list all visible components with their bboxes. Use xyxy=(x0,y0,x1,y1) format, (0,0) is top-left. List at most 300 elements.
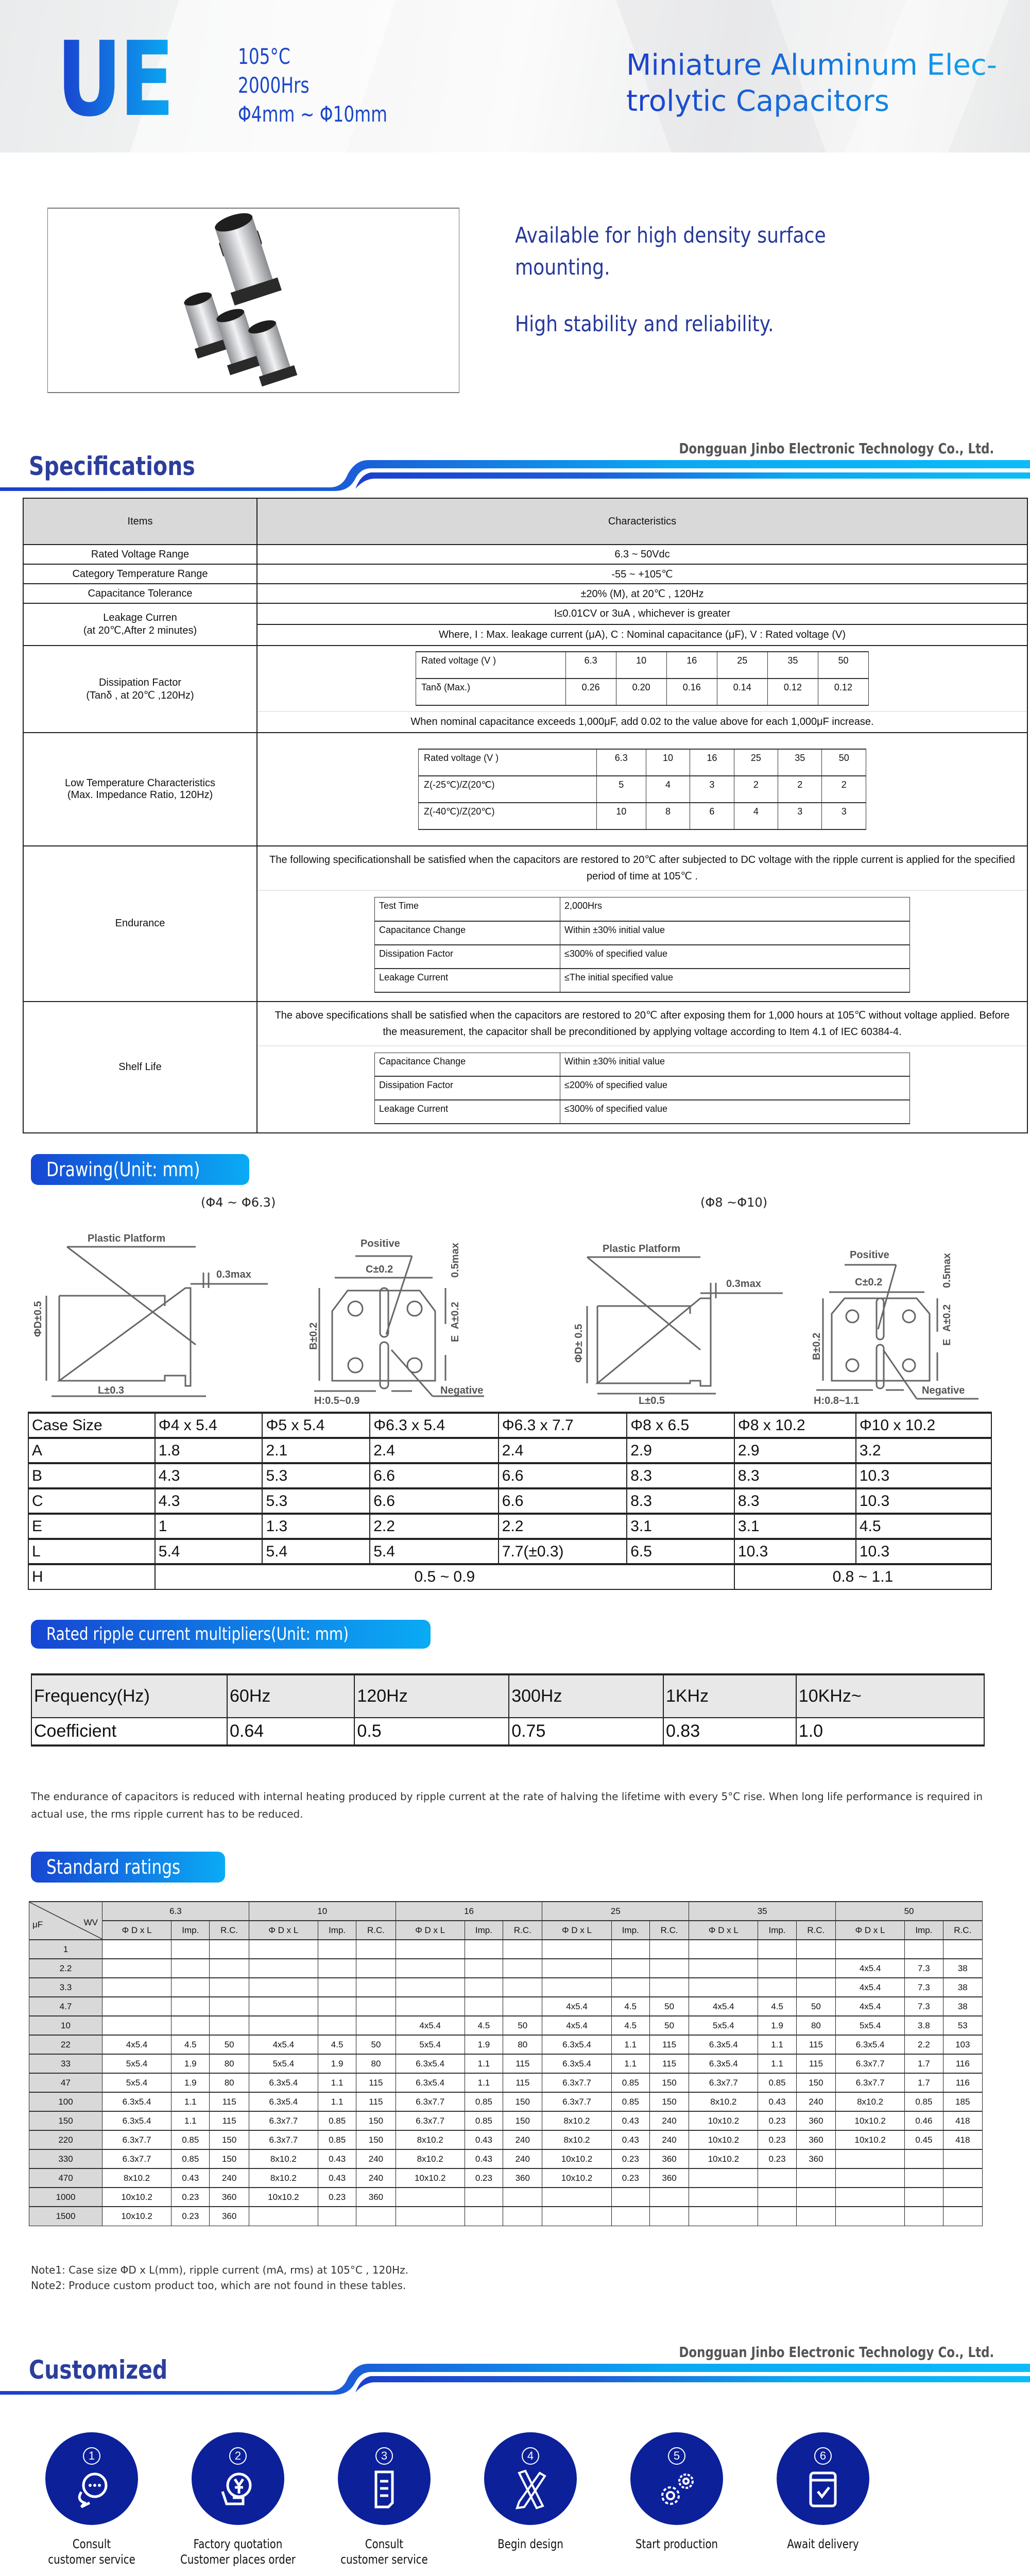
table-cell: 115 xyxy=(210,2092,249,2111)
table-cell: 1.7 xyxy=(905,2054,943,2073)
table-cell: H xyxy=(28,1564,155,1589)
table-cell: 2.4 xyxy=(370,1438,499,1463)
table-cell: 6.3x5.4 xyxy=(102,2092,171,2111)
table-cell: 103 xyxy=(943,2035,982,2054)
table-cell xyxy=(249,2207,318,2226)
row-label: Frequency(Hz) xyxy=(31,1674,227,1718)
table-cell: 7.3 xyxy=(905,1959,943,1978)
table-row xyxy=(419,749,866,776)
table-cell: 5x5.4 xyxy=(249,2054,318,2073)
table-row xyxy=(29,2035,983,2054)
sub-header: R.C. xyxy=(649,1921,689,1940)
column-header: Φ5 x 5.4 xyxy=(262,1413,370,1438)
table-cell xyxy=(318,1959,356,1978)
table-cell: 3.1 xyxy=(734,1514,856,1539)
condition-label: Leakage Current xyxy=(375,1100,560,1124)
spec-value: 6.3 ~ 50Vdc xyxy=(257,545,1027,564)
table-cell: 240 xyxy=(796,2092,835,2111)
table-cell: 5.4 xyxy=(262,1539,370,1564)
table-cell: 6.6 xyxy=(499,1463,627,1488)
table-cell: 6.3x5.4 xyxy=(249,2092,318,2111)
table-cell: 1.1 xyxy=(465,2073,503,2092)
table-cell: 0.85 xyxy=(611,2073,649,2092)
process-step xyxy=(604,2432,750,2567)
table-cell: 4 xyxy=(734,803,778,829)
table-cell: 3 xyxy=(822,803,866,829)
decorative-swoosh xyxy=(0,459,1030,495)
table-cell: 10.3 xyxy=(734,1539,856,1564)
label-plastic-platform: Plastic Platform xyxy=(603,1243,681,1255)
spec-value: ±20% (M), at 20℃ , 120Hz xyxy=(257,584,1027,603)
table-cell: 5x5.4 xyxy=(836,2016,905,2035)
column-header: 60Hz xyxy=(227,1674,354,1718)
table-cell: 0.43 xyxy=(318,2168,356,2188)
table-cell: 6.3x7.7 xyxy=(249,2111,318,2130)
table-cell: 0.43 xyxy=(171,2168,210,2188)
table-cell: 2.9 xyxy=(627,1438,734,1463)
table-cell xyxy=(210,1978,249,1997)
sub-header: Φ D x L xyxy=(542,1921,611,1940)
voltage-header: 16 xyxy=(396,1902,542,1921)
table-cell: 4x5.4 xyxy=(542,1997,611,2016)
table-cell: 8.3 xyxy=(734,1463,856,1488)
step-number: 2 xyxy=(229,2447,247,2465)
table-cell: 6.3 xyxy=(596,749,646,776)
table-cell: 2 xyxy=(778,776,822,803)
row-label: Coefficient xyxy=(31,1718,227,1745)
sub-header: R.C. xyxy=(503,1921,542,1940)
table-cell xyxy=(542,1959,611,1978)
table-cell: 5.3 xyxy=(262,1488,370,1514)
condition-label: Leakage Current xyxy=(375,969,560,992)
step-number: 5 xyxy=(668,2447,685,2465)
series-code: UE xyxy=(57,20,172,140)
table-cell: 115 xyxy=(796,2035,835,2054)
table-cell xyxy=(836,1940,905,1959)
table-cell xyxy=(905,2207,943,2226)
sub-header: R.C. xyxy=(943,1921,982,1940)
condition-label: Dissipation Factor xyxy=(375,945,560,969)
table-cell xyxy=(689,2207,758,2226)
label-negative: Negative xyxy=(922,1385,965,1396)
table-cell xyxy=(758,1959,796,1978)
table-cell: 418 xyxy=(943,2111,982,2130)
table-cell: 1.9 xyxy=(465,2035,503,2054)
table-cell: 10x10.2 xyxy=(102,2207,171,2226)
table-cell: 1.1 xyxy=(611,2054,649,2073)
label-length: L±0.5 xyxy=(639,1395,665,1406)
table-cell: A xyxy=(28,1438,155,1463)
capacitance-cell: 2.2 xyxy=(29,1959,102,1978)
table-cell xyxy=(905,2168,943,2188)
table-cell xyxy=(943,2168,982,2188)
table-cell: 1.1 xyxy=(318,2073,356,2092)
table-cell: 1.1 xyxy=(171,2111,210,2130)
process-step xyxy=(457,2432,604,2567)
table-cell: 0.85 xyxy=(318,2130,356,2149)
table-cell: 1.7 xyxy=(905,2073,943,2092)
spec-item-sublabel: (at 20℃,After 2 minutes) xyxy=(83,625,197,636)
table-cell xyxy=(611,1959,649,1978)
table-cell xyxy=(356,2016,396,2035)
capacitance-cell: 100 xyxy=(29,2092,102,2111)
table-cell: 10 xyxy=(596,803,646,829)
table-cell: 0.16 xyxy=(666,679,717,705)
spec-item-leakage xyxy=(23,603,257,646)
table-cell xyxy=(318,1940,356,1959)
row-label: Rated voltage (V ) xyxy=(416,652,566,679)
table-cell xyxy=(171,2016,210,2035)
table-cell xyxy=(836,2188,905,2207)
table-cell: 2.1 xyxy=(262,1438,370,1463)
table-cell: 240 xyxy=(649,2111,689,2130)
table-cell xyxy=(465,1940,503,1959)
condition-value: Within ±30% initial value xyxy=(560,921,910,945)
step-label: Consult customer service xyxy=(340,2536,428,2567)
table-cell: 2 xyxy=(822,776,866,803)
case-size-table xyxy=(28,1412,992,1590)
table-cell xyxy=(905,2188,943,2207)
table-cell: 10x10.2 xyxy=(542,2149,611,2168)
series-temperature: 105°C xyxy=(238,44,290,69)
note-1: Note1: Case size ΦD x L(mm), ripple current (mA, rms) at 105°C , 120Hz. xyxy=(31,2263,408,2276)
table-cell: 6.5 xyxy=(627,1539,734,1564)
table-cell xyxy=(758,1978,796,1997)
standard-ratings-table xyxy=(29,1901,983,2226)
table-cell: 10x10.2 xyxy=(689,2111,758,2130)
condition-value: ≤200% of specified value xyxy=(560,1076,910,1100)
table-cell: 10x10.2 xyxy=(689,2130,758,2149)
page-title: Miniature Aluminum Elec-trolytic Capacitors xyxy=(626,47,1007,120)
label-diameter: ΦD±0.5 xyxy=(32,1301,44,1337)
table-cell: 5.4 xyxy=(370,1539,499,1564)
capacitance-cell: 4.7 xyxy=(29,1997,102,2016)
table-cell: 115 xyxy=(503,2073,542,2092)
table-cell: 2.2 xyxy=(499,1514,627,1539)
hero-banner xyxy=(0,0,1030,152)
table-cell: 50 xyxy=(356,2035,396,2054)
table-cell: 1.9 xyxy=(171,2073,210,2092)
table-cell: 360 xyxy=(796,2111,835,2130)
column-header: Φ4 x 5.4 xyxy=(155,1413,263,1438)
condition-value: 2,000Hrs xyxy=(560,897,910,921)
table-cell: 116 xyxy=(943,2054,982,2073)
table-cell: 240 xyxy=(356,2149,396,2168)
table-cell: 8x10.2 xyxy=(396,2149,465,2168)
table-row xyxy=(28,1463,991,1488)
table-cell: 6.6 xyxy=(370,1488,499,1514)
table-cell: B xyxy=(28,1463,155,1488)
table-cell: 1.8 xyxy=(155,1438,263,1463)
table-cell: 0.43 xyxy=(465,2130,503,2149)
side-view-drawing-large xyxy=(546,1226,793,1406)
table-cell: 1.9 xyxy=(318,2054,356,2073)
table-cell: 25 xyxy=(717,652,767,679)
table-cell: 4x5.4 xyxy=(102,2035,171,2054)
process-step xyxy=(311,2432,457,2567)
table-cell xyxy=(465,1978,503,1997)
table-cell: 150 xyxy=(210,2149,249,2168)
capacitance-cell: 330 xyxy=(29,2149,102,2168)
table-cell xyxy=(943,2149,982,2168)
table-cell: 35 xyxy=(767,652,818,679)
table-cell: 4x5.4 xyxy=(836,1959,905,1978)
table-row xyxy=(419,776,866,803)
table-cell xyxy=(249,1959,318,1978)
table-cell: 3 xyxy=(690,776,734,803)
table-row xyxy=(31,1718,984,1745)
table-cell xyxy=(611,2188,649,2207)
table-cell: 80 xyxy=(796,2016,835,2035)
table-cell: 115 xyxy=(503,2054,542,2073)
side-view-drawing-small xyxy=(21,1226,288,1401)
company-name: Dongguan Jinbo Electronic Technology Co., Ltd. xyxy=(679,440,994,457)
table-cell xyxy=(171,1940,210,1959)
table-cell: 10.3 xyxy=(856,1488,991,1514)
table-cell: 80 xyxy=(503,2035,542,2054)
table-cell xyxy=(396,1978,465,1997)
table-cell xyxy=(542,1978,611,1997)
capacitance-cell: 1500 xyxy=(29,2207,102,2226)
table-cell xyxy=(210,2016,249,2035)
table-cell xyxy=(503,2207,542,2226)
table-cell: 0.23 xyxy=(171,2188,210,2207)
spec-value-dissipation xyxy=(257,646,1027,733)
table-cell xyxy=(249,1940,318,1959)
pencil-ruler-icon xyxy=(510,2469,551,2510)
table-cell: C xyxy=(28,1488,155,1514)
table-cell: 50 xyxy=(210,2035,249,2054)
table-cell xyxy=(318,1997,356,2016)
table-cell xyxy=(396,2207,465,2226)
table-cell: 4.5 xyxy=(611,1997,649,2016)
condition-label: Dissipation Factor xyxy=(375,1076,560,1100)
table-row xyxy=(28,1539,991,1564)
table-cell: 240 xyxy=(210,2168,249,2188)
table-cell: 6.3x5.4 xyxy=(396,2073,465,2092)
table-cell: 80 xyxy=(356,2054,396,2073)
section-header-specifications xyxy=(0,415,1030,498)
document-icon xyxy=(364,2469,405,2510)
table-cell xyxy=(836,2149,905,2168)
leakage-formula: I≤0.01CV or 3uA , whichever is greater xyxy=(258,604,1027,625)
feature-item: Available for high density surface mounting. xyxy=(515,223,826,280)
table-cell xyxy=(171,1978,210,1997)
table-cell xyxy=(465,1959,503,1978)
table-cell: 6.3x7.7 xyxy=(836,2054,905,2073)
condition-label: Capacitance Change xyxy=(375,921,560,945)
table-cell xyxy=(503,1978,542,1997)
label-h-dim: H:0.5~0.9 xyxy=(314,1395,360,1406)
sub-header: Imp. xyxy=(905,1921,943,1940)
table-cell xyxy=(649,1959,689,1978)
table-row xyxy=(29,2207,983,2226)
label-a-max: 0.5max xyxy=(941,1253,953,1288)
table-cell: 8 xyxy=(646,803,690,829)
table-header-row xyxy=(29,1921,983,1940)
section-header-customized xyxy=(0,2319,1030,2401)
table-cell: 5x5.4 xyxy=(396,2035,465,2054)
table-cell: 240 xyxy=(503,2130,542,2149)
table-cell: 6.3x7.7 xyxy=(249,2130,318,2149)
sub-header: Imp. xyxy=(611,1921,649,1940)
table-cell: 150 xyxy=(356,2130,396,2149)
table-cell xyxy=(758,2188,796,2207)
table-cell: 0.43 xyxy=(611,2111,649,2130)
table-cell xyxy=(943,1940,982,1959)
table-cell: 8.3 xyxy=(627,1463,734,1488)
condition-value: ≤300% of specified value xyxy=(560,1100,910,1124)
table-cell: 0.83 xyxy=(663,1718,796,1745)
table-cell: 360 xyxy=(503,2168,542,2188)
process-step xyxy=(165,2432,311,2567)
table-cell: 50 xyxy=(796,1997,835,2016)
table-row xyxy=(416,652,869,679)
feature-item: High stability and reliability. xyxy=(515,311,774,336)
step-label: Begin design xyxy=(497,2536,563,2551)
table-row xyxy=(416,679,869,705)
table-cell xyxy=(611,1940,649,1959)
table-cell: 50 xyxy=(818,652,868,679)
capacitance-cell: 1000 xyxy=(29,2188,102,2207)
table-cell: 50 xyxy=(649,2016,689,2035)
step-label: Factory quotation Customer places order xyxy=(180,2536,296,2567)
capacitance-cell: 47 xyxy=(29,2073,102,2092)
voltage-header: 6.3 xyxy=(102,1902,249,1921)
table-cell: 4.5 xyxy=(318,2035,356,2054)
table-cell: 6.3x5.4 xyxy=(689,2054,758,2073)
table-row xyxy=(29,1997,983,2016)
row-label: Z(-40℃)/Z(20℃) xyxy=(419,803,597,829)
table-cell: 10x10.2 xyxy=(396,2168,465,2188)
label-max-gap: 0.3max xyxy=(216,1269,251,1280)
sub-header: R.C. xyxy=(356,1921,396,1940)
voltage-header: 10 xyxy=(249,1902,396,1921)
table-cell xyxy=(318,2016,356,2035)
table-cell: 0.23 xyxy=(758,2149,796,2168)
column-header: 300Hz xyxy=(509,1674,663,1718)
sub-header: Imp. xyxy=(465,1921,503,1940)
table-cell: 360 xyxy=(210,2188,249,2207)
feature-list xyxy=(515,219,937,365)
table-cell xyxy=(356,2207,396,2226)
table-cell xyxy=(542,2207,611,2226)
table-cell: 0.12 xyxy=(818,679,868,705)
voltage-header: 25 xyxy=(542,1902,689,1921)
capacitance-axis-label: μF xyxy=(32,1920,43,1929)
dissipation-table xyxy=(416,651,869,706)
table-cell: 0.85 xyxy=(318,2111,356,2130)
table-cell: 3 xyxy=(778,803,822,829)
step-label: Consult customer service xyxy=(48,2536,135,2567)
label-e-dim: E xyxy=(450,1335,461,1342)
table-cell: 115 xyxy=(649,2054,689,2073)
table-cell: 80 xyxy=(210,2073,249,2092)
step-number: 1 xyxy=(83,2447,100,2465)
table-cell xyxy=(796,1940,835,1959)
table-cell xyxy=(396,2188,465,2207)
spec-item-sublabel: (Max. Impedance Ratio, 120Hz) xyxy=(67,789,213,801)
table-cell: 240 xyxy=(356,2168,396,2188)
table-cell xyxy=(396,1940,465,1959)
table-row xyxy=(375,1100,910,1124)
table-cell: 7.3 xyxy=(905,1978,943,1997)
endurance-text: The following specificationshall be satisfied when the capacitors are restored to 20℃ after subjected to DC voltage with the ripple current is applied for the specified period of time at 105℃ . xyxy=(258,846,1027,891)
table-cell xyxy=(905,1940,943,1959)
table-cell xyxy=(396,1997,465,2016)
gears-icon xyxy=(656,2469,697,2510)
table-cell: 2 xyxy=(734,776,778,803)
table-cell xyxy=(689,1940,758,1959)
condition-value: Within ±30% initial value xyxy=(560,1053,910,1076)
table-cell: 2.4 xyxy=(499,1438,627,1463)
table-cell: 150 xyxy=(649,2073,689,2092)
table-cell xyxy=(836,2207,905,2226)
table-cell: 8x10.2 xyxy=(249,2168,318,2188)
yen-hand-icon xyxy=(217,2469,259,2510)
table-cell: 6.6 xyxy=(499,1488,627,1514)
table-cell: 8x10.2 xyxy=(396,2130,465,2149)
column-header: Case Size xyxy=(28,1413,155,1438)
table-cell: 0.23 xyxy=(611,2168,649,2188)
table-cell: 2.2 xyxy=(905,2035,943,2054)
table-cell: 4x5.4 xyxy=(836,1997,905,2016)
table-row xyxy=(29,1940,983,1959)
table-cell: 240 xyxy=(503,2149,542,2168)
label-negative: Negative xyxy=(440,1385,484,1396)
label-positive: Positive xyxy=(360,1238,400,1249)
table-cell xyxy=(836,2168,905,2188)
table-cell: 150 xyxy=(503,2111,542,2130)
table-cell: 4.5 xyxy=(171,2035,210,2054)
table-cell xyxy=(503,1940,542,1959)
table-cell: 4x5.4 xyxy=(396,2016,465,2035)
process-step xyxy=(19,2432,165,2567)
table-cell: 10 xyxy=(616,652,666,679)
section-pill-ripple xyxy=(31,1620,431,1649)
table-header-row xyxy=(29,1902,983,1921)
table-cell: 1.1 xyxy=(758,2035,796,2054)
table-cell: 150 xyxy=(649,2092,689,2111)
step-bubble xyxy=(192,2432,284,2525)
table-cell: 5x5.4 xyxy=(102,2054,171,2073)
table-cell xyxy=(943,2207,982,2226)
dimension-drawings xyxy=(0,1185,1030,1406)
column-header: Φ8 x 10.2 xyxy=(734,1413,856,1438)
section-title: Customized xyxy=(29,2354,168,2385)
spec-item-label: Leakage Curren xyxy=(103,612,177,623)
table-cell: 0.85 xyxy=(465,2092,503,2111)
table-cell: 2.9 xyxy=(734,1438,856,1463)
row-label: Z(-25℃)/Z(20℃) xyxy=(419,776,597,803)
dissipation-note: When nominal capacitance exceeds 1,000μF, add 0.02 to the value above for each 1,000μF increase. xyxy=(258,711,1027,732)
step-bubble xyxy=(45,2432,138,2525)
table-cell: 115 xyxy=(356,2092,396,2111)
table-cell xyxy=(503,2188,542,2207)
column-header-items: Items xyxy=(23,498,257,545)
table-cell: 6.3x5.4 xyxy=(249,2073,318,2092)
table-cell: 0.85 xyxy=(611,2092,649,2111)
table-cell xyxy=(758,2207,796,2226)
table-cell xyxy=(649,1940,689,1959)
ripple-multiplier-table xyxy=(31,1673,985,1747)
table-cell: 1.1 xyxy=(611,2035,649,2054)
table-cell xyxy=(102,1959,171,1978)
pill-label: Rated ripple current multipliers(Unit: mm) xyxy=(46,1624,349,1645)
table-cell: 16 xyxy=(666,652,717,679)
capacitance-cell: 33 xyxy=(29,2054,102,2073)
table-cell xyxy=(102,1940,171,1959)
